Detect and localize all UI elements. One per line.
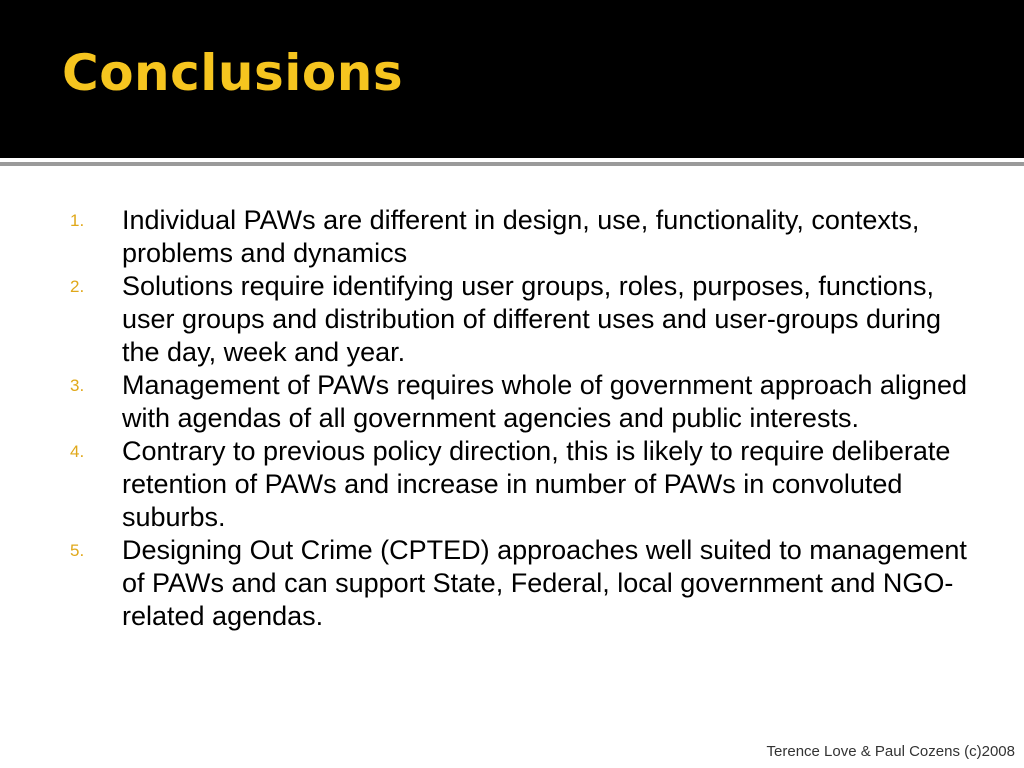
slide-title: Conclusions <box>62 44 404 102</box>
list-item <box>70 204 970 270</box>
list-item-number: 3. <box>70 376 85 395</box>
list-item <box>70 369 970 435</box>
conclusions-list <box>70 204 970 633</box>
list-item-text: Management of PAWs requires whole of government approach aligned with agendas of all government agencies and public interests. <box>122 370 967 433</box>
list-item-number: 1. <box>70 211 85 230</box>
list-item-number: 4. <box>70 442 85 461</box>
list-item <box>70 435 970 534</box>
list-item-text: Designing Out Crime (CPTED) approaches well suited to management of PAWs and can support State, Federal, local government and NGO-related agendas. <box>122 535 967 631</box>
list-item-number: 5. <box>70 541 85 560</box>
list-item-text: Solutions require identifying user groups, roles, purposes, functions, user groups and distribution of different uses and user-groups during the day, week and year. <box>122 271 942 367</box>
list-item-text: Contrary to previous policy direction, this is likely to require deliberate retention of PAWs and increase in number of PAWs in convoluted suburbs. <box>122 436 951 532</box>
header-divider <box>0 162 1024 166</box>
list-item <box>70 534 970 633</box>
footer-credit: Terence Love & Paul Cozens (c)2008 <box>766 743 1015 760</box>
list-item-number: 2. <box>70 277 85 296</box>
list-item-text: Individual PAWs are different in design, use, functionality, contexts, problems and dynamics <box>122 205 920 268</box>
list-item <box>70 270 970 369</box>
